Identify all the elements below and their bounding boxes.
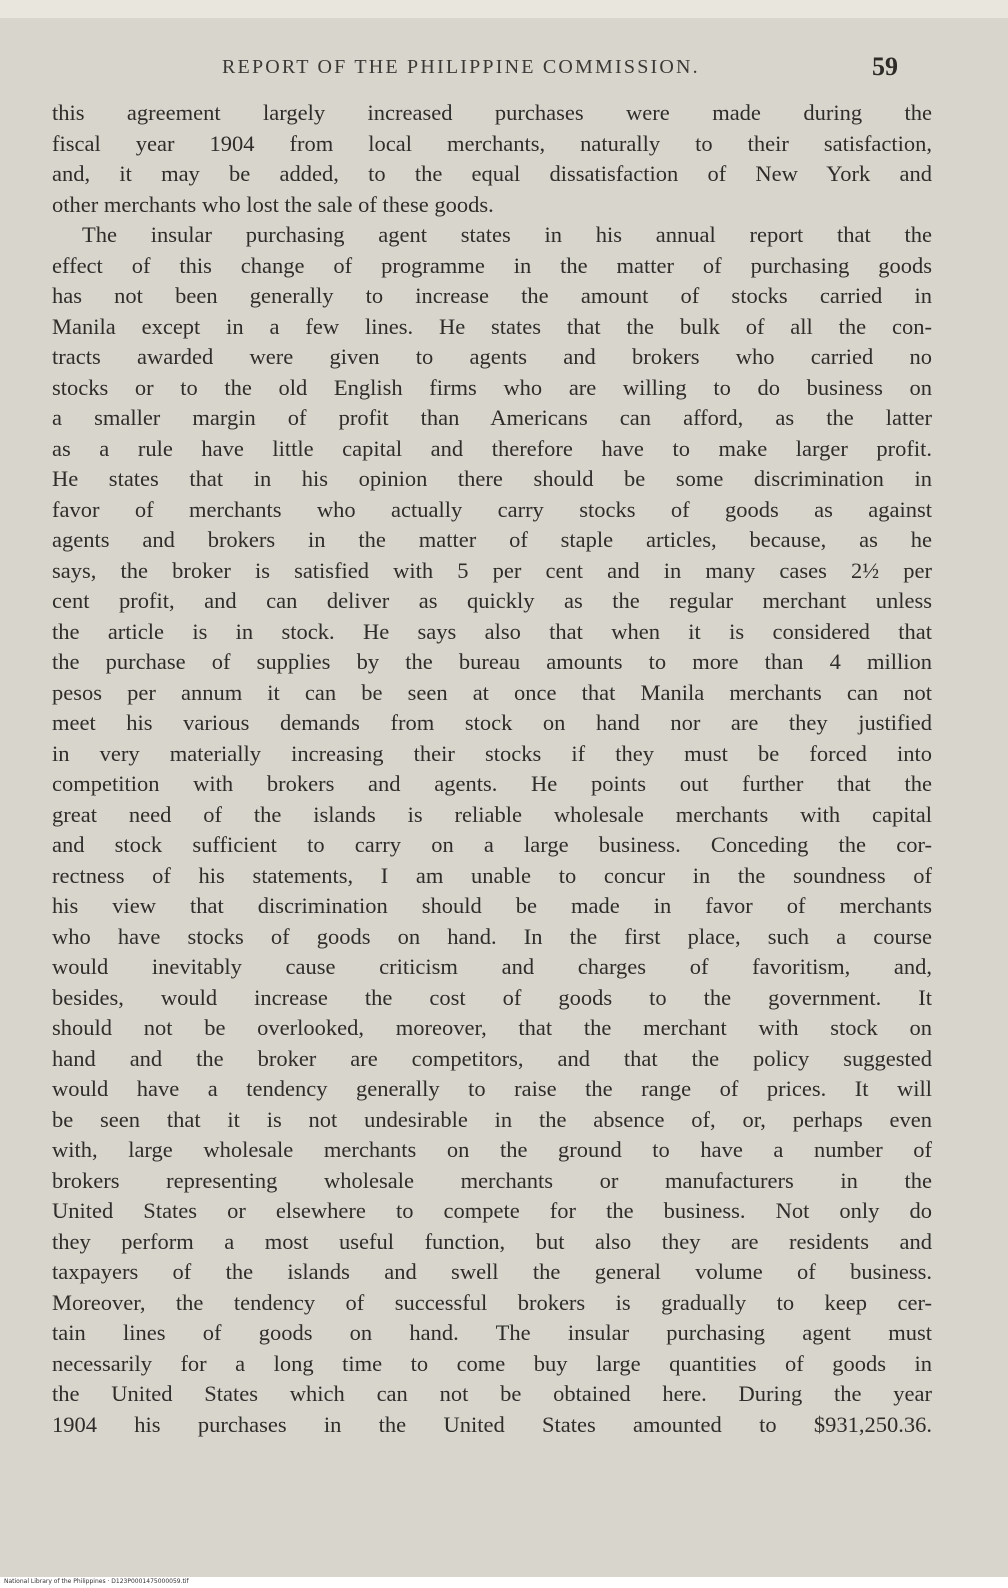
- text-line: hand and the broker are competitors, and that the policy suggested: [52, 1045, 932, 1071]
- body-text: [52, 98, 932, 1440]
- text-line: his view that discrimination should be made in favor of merchants: [52, 893, 932, 918]
- text-line: this agreement largely increased purchases were made during the: [52, 100, 932, 125]
- text-line: favor of merchants who actually carry stocks of goods as against: [52, 496, 932, 522]
- text-line: in very materially increasing their stocks if they must be forced into: [52, 740, 932, 766]
- text-line: and stock sufficient to carry on a large business. Conceding the cor-: [52, 832, 932, 857]
- text-line: competition with brokers and agents. He points out further that the: [52, 771, 932, 796]
- running-title: REPORT OF THE PHILIPPINE COMMISSION.: [222, 56, 700, 78]
- text-line: should not be overlooked, moreover, that the merchant with stock on: [52, 1015, 932, 1040]
- scan-footer-text: National Library of the Philippines · D123P0001475000059.tif: [4, 1578, 189, 1585]
- text-line: United States or elsewhere to compete for the business. Not only do: [52, 1198, 932, 1223]
- text-line: agents and brokers in the matter of staple articles, because, as he: [52, 527, 932, 552]
- text-line: with, large wholesale merchants on the ground to have a number of: [52, 1137, 932, 1162]
- text-line: has not been generally to increase the amount of stocks carried in: [52, 283, 932, 308]
- text-line: they perform a most useful function, but also they are residents and: [52, 1228, 932, 1254]
- text-line: as a rule have little capital and therefore have to make larger profit.: [52, 435, 932, 461]
- text-line: rectness of his statements, I am unable to concur in the soundness of: [52, 862, 932, 888]
- text-line: necessarily for a long time to come buy large quantities of goods in: [52, 1350, 932, 1376]
- text-line: tracts awarded were given to agents and brokers who carried no: [52, 344, 932, 369]
- scan-top-margin: [0, 0, 1008, 18]
- text-line: the article is in stock. He says also that when it is considered that: [52, 618, 932, 644]
- text-line: stocks or to the old English firms who are willing to do business on: [52, 374, 932, 400]
- text-line: taxpayers of the islands and swell the general volume of business.: [52, 1259, 932, 1284]
- page-number: 59: [872, 52, 898, 81]
- text-line: other merchants who lost the sale of these goods.: [52, 191, 494, 217]
- text-line: says, the broker is satisfied with 5 per cent and in many cases 2½ per: [52, 557, 932, 583]
- text-line: besides, would increase the cost of goods to the government. It: [52, 984, 932, 1010]
- text-line: meet his various demands from stock on hand nor are they justified: [52, 710, 932, 735]
- text-line: effect of this change of programme in the matter of purchasing goods: [52, 252, 932, 278]
- text-line: Manila except in a few lines. He states that the bulk of all the con-: [52, 313, 932, 339]
- text-line: Moreover, the tendency of successful brokers is gradually to keep cer-: [52, 1289, 932, 1315]
- page-header: [0, 50, 1008, 90]
- text-line: 1904 his purchases in the United States amounted to $931,250.36.: [52, 1411, 932, 1437]
- text-line: brokers representing wholesale merchants or manufacturers in the: [52, 1167, 932, 1193]
- text-line: and, it may be added, to the equal dissatisfaction of New York and: [52, 161, 932, 186]
- text-line: who have stocks of goods on hand. In the first place, such a course: [52, 923, 932, 949]
- text-line: He states that in his opinion there should be some discrimination in: [52, 466, 932, 491]
- text-line: would inevitably cause criticism and charges of favoritism, and,: [52, 954, 932, 979]
- text-line: fiscal year 1904 from local merchants, naturally to their satisfaction,: [52, 130, 932, 156]
- text-line: the United States which can not be obtained here. During the year: [52, 1381, 932, 1406]
- text-line: great need of the islands is reliable wholesale merchants with capital: [52, 801, 932, 827]
- text-line: cent profit, and can deliver as quickly as the regular merchant unless: [52, 588, 932, 613]
- text-line: a smaller margin of profit than Americans can afford, as the latter: [52, 405, 932, 430]
- text-line: tain lines of goods on hand. The insular purchasing agent must: [52, 1320, 932, 1345]
- text-line: would have a tendency generally to raise the range of prices. It will: [52, 1076, 932, 1101]
- text-line: be seen that it is not undesirable in the absence of, or, perhaps even: [52, 1106, 932, 1132]
- text-line: the purchase of supplies by the bureau amounts to more than 4 million: [52, 649, 932, 674]
- text-line: The insular purchasing agent states in his annual report that the: [82, 222, 932, 247]
- text-line: pesos per annum it can be seen at once that Manila merchants can not: [52, 679, 932, 705]
